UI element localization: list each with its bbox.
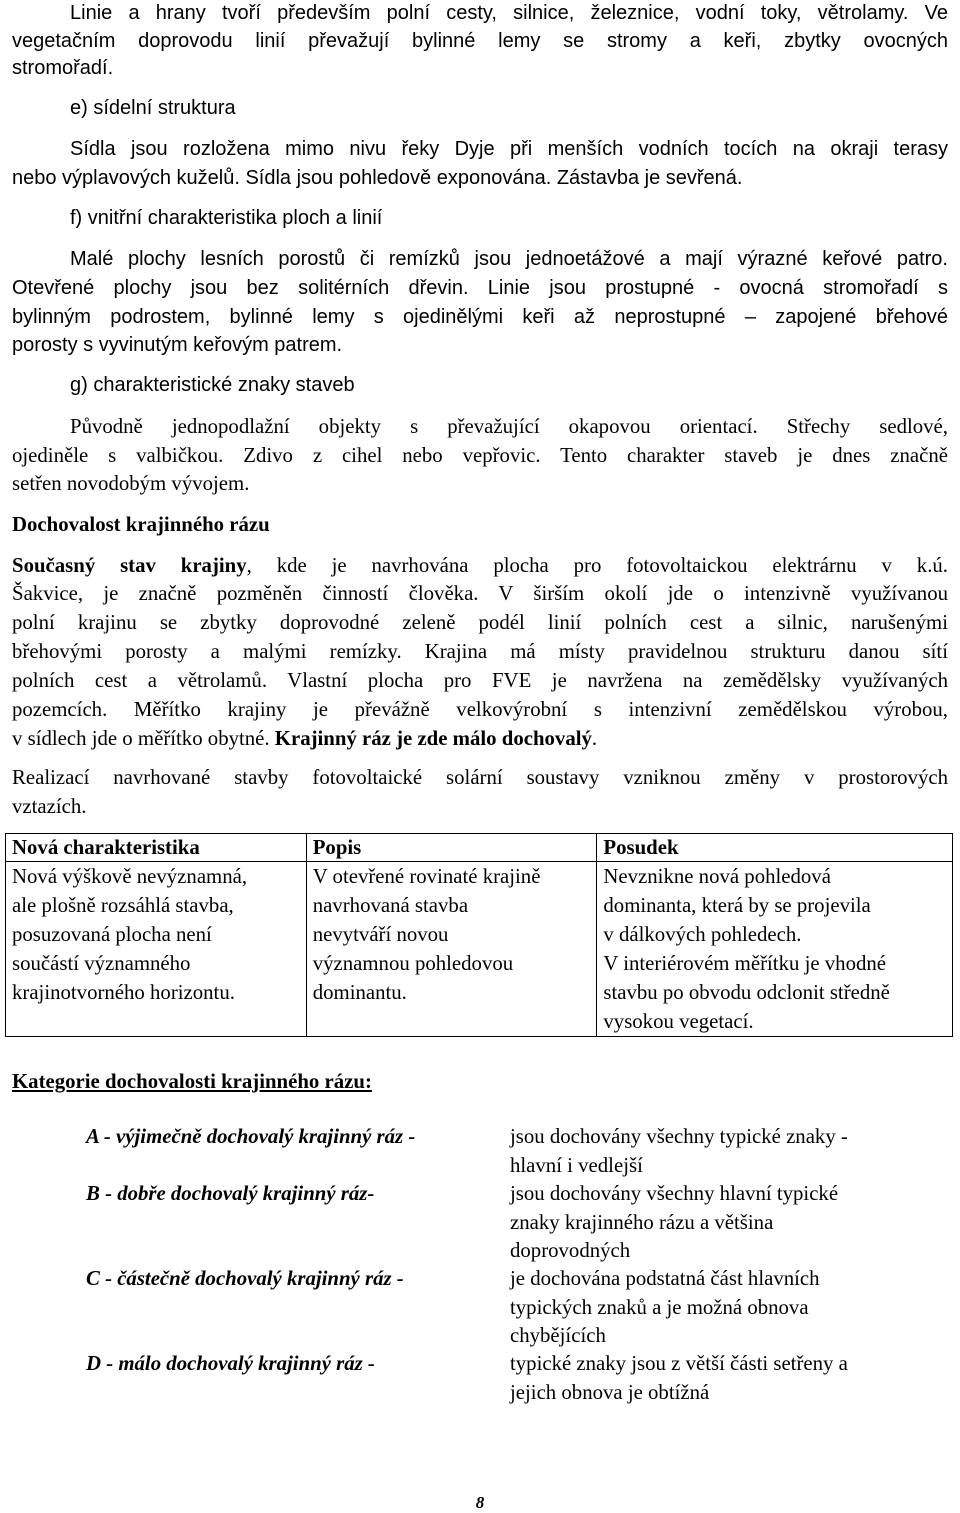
bold-conclusion: Krajinný ráz je zde málo dochovalý [274, 727, 592, 750]
table-header-cell: Posudek [597, 834, 953, 862]
paragraph-line: pozemcích. Měřítko krajiny je převážně velkovýrobní s intenzivní zemědělskou výrobou, [12, 698, 948, 721]
desc-line: typické znaky jsou z větší části setřeny a [510, 1352, 848, 1375]
category-d-name: D - málo dochovalý krajinný ráz - [86, 1352, 375, 1375]
paragraph-line: Původně jednopodlažní objekty s převažující okapovou orientací. Střechy sedlové, [70, 415, 948, 438]
table-cell-description [306, 862, 597, 1037]
category-c-name: C - částečně dochovalý krajinný ráz - [86, 1267, 404, 1290]
table-header-row [6, 834, 953, 862]
heading-sidelni-struktura: e) sídelní struktura [70, 97, 236, 119]
paragraph-line: polní krajinu se zbytky doprovodné zeleně podél linií polních cest a silnic, narušenými [12, 611, 948, 634]
paragraph-line [12, 727, 597, 751]
table-row [6, 862, 953, 1037]
paragraph-line: vegetačním doprovodu linií převažují bylinné lemy se stromy a keři, zbytky ovocných [12, 30, 948, 52]
desc-line: doprovodných [510, 1239, 631, 1262]
cell-line: nevytváří novou [312, 923, 449, 946]
cell-line: stavbu po obvodu odclonit středně [603, 981, 890, 1004]
category-b-description [510, 1180, 838, 1266]
paragraph-line: břehovými porosty a malými remízky. Krajina má místy pravidelnou strukturu danou sítí [12, 640, 948, 663]
characteristics-table [5, 833, 953, 1037]
cell-line: krajinotvorného horizontu. [12, 981, 235, 1004]
inline-text: v sídlech jde o měřítko obytné. [12, 727, 275, 750]
desc-line: je dochována podstatná část hlavních [510, 1267, 820, 1290]
paragraph-line: Realizací navrhované stavby fotovoltaické solární soustavy vzniknou změny v prostorových [12, 766, 948, 789]
cell-line: Nová výškově nevýznamná, [12, 865, 248, 888]
table-header-cell: Nová charakteristika [6, 834, 307, 862]
paragraph-line: Šakvice, je značně pozměněn činností člověka. V širším okolí jde o intenzivně využívanou [12, 582, 948, 605]
cell-line: V otevřené rovinaté krajině [312, 865, 541, 888]
paragraph-line: porosty s vyvinutým keřovým patrem. [12, 334, 343, 356]
paragraph-line: nebo výplavových kuželů. Sídla jsou pohledově exponována. Zástavba je sevřená. [12, 167, 743, 189]
desc-line: typických znaků a je možná obnova [510, 1295, 809, 1319]
desc-line: chybějících [510, 1324, 606, 1347]
cell-line: dominanta, která by se projevila [603, 894, 871, 917]
paragraph-line: Linie a hrany tvoří především polní cesty, silnice, železnice, vodní toky, větrolamy. Ve [70, 2, 948, 24]
inline-text: , kde je navrhována plocha pro fotovoltaickou elektrárnu v k.ú. [246, 554, 949, 577]
paragraph-line: ojediněle s valbičkou. Zdivo z cihel nebo vepřovic. Tento charakter staveb je dnes značně [12, 444, 948, 467]
desc-line: jsou dochovány všechny typické znaky - [510, 1125, 848, 1148]
desc-line: jsou dochovány všechny hlavní typické [510, 1182, 839, 1205]
heading-vnitrni-charakteristika: f) vnitřní charakteristika ploch a linií [70, 207, 383, 229]
paragraph-line: polních cest a větrolamů. Vlastní plocha pro FVE je navržena na zemědělsky využívaných [12, 669, 948, 692]
cell-line: posuzovaná plocha není [12, 923, 212, 946]
cell-line: významnou pohledovou [312, 952, 514, 975]
cell-line: součástí významného [12, 952, 191, 975]
category-d-description [510, 1350, 848, 1407]
paragraph-line: Otevřené plochy jsou bez solitérních dřevin. Linie jsou prostupné - ovocná stromořadí s [12, 277, 948, 299]
paragraph-line: stromořadí. [12, 57, 114, 79]
cell-line: V interiérovém měřítku je vhodné [603, 952, 886, 975]
category-a-description [510, 1123, 848, 1180]
paragraph-line: Malé plochy lesních porostů či remízků jsou jednoetážové a mají výrazné keřové patro. [70, 248, 948, 270]
paragraph-line: vztazích. [12, 795, 87, 818]
cell-line: Nevznikne nová pohledová [603, 865, 831, 888]
paragraph-line [12, 554, 948, 578]
heading-znaky-staveb: g) charakteristické znaky staveb [70, 374, 355, 396]
cell-line: dominantu. [312, 981, 407, 1004]
desc-line: hlavní i vedlejší [510, 1153, 643, 1177]
category-c-description [510, 1265, 820, 1351]
paragraph-line: Sídla jsou rozložena mimo nivu řeky Dyje při menších vodních tocích na okraji terasy [70, 138, 948, 160]
page-number: 8 [475, 1493, 485, 1512]
table-cell-assessment [597, 862, 953, 1037]
cell-line: ale plošně rozsáhlá stavba, [12, 894, 234, 917]
categories-title: Kategorie dochovalosti krajinného rázu: [12, 1070, 372, 1093]
category-a-name: A - výjimečně dochovalý krajinný ráz - [86, 1125, 416, 1148]
bold-lead: Současný stav krajiny [12, 554, 247, 577]
paragraph-line: bylinným podrostem, bylinné lemy s ojedinělými keři až neprostupné – zapojené břehové [12, 306, 948, 328]
cell-line: v dálkových pohledech. [603, 923, 802, 946]
table-header-cell: Popis [306, 834, 597, 862]
desc-line: jejich obnova je obtížná [510, 1380, 710, 1404]
cell-line: vysokou vegetací. [603, 1010, 754, 1033]
inline-text: . [591, 727, 598, 750]
cell-line: navrhovaná stavba [312, 894, 469, 917]
category-b-name: B - dobře dochovalý krajinný ráz- [86, 1182, 375, 1205]
paragraph-line: setřen novodobým vývojem. [12, 472, 250, 495]
table-cell-new-characteristic [6, 862, 307, 1037]
section-title: Dochovalost krajinného rázu [12, 513, 270, 536]
desc-line: znaky krajinného rázu a většina [510, 1210, 774, 1234]
